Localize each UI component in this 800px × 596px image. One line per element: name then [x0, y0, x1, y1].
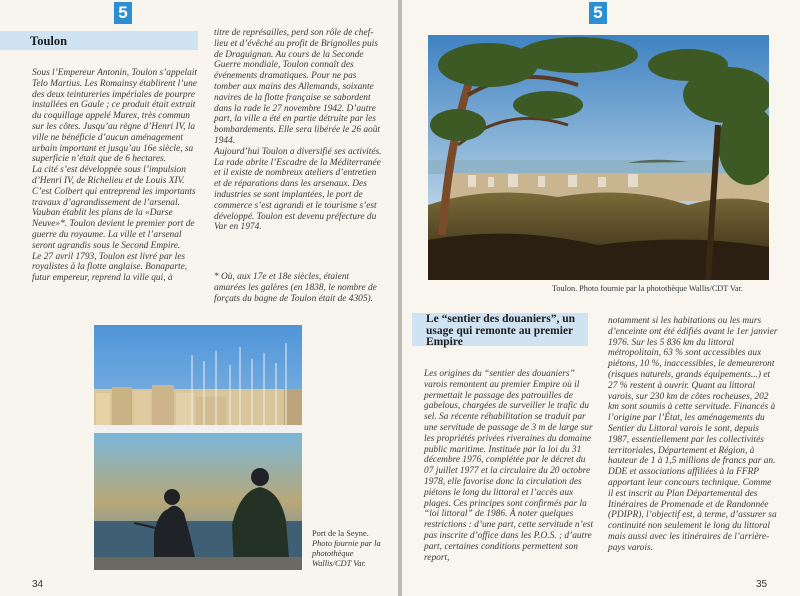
paragraph: Les origines du “sentier des douaniers” varois remontent au premier Empire où il permettait le passage des patrouilles de gabelous, chargées de surveiller le trafic du sel. Sa récente réhabilitation se traduit par une servitude de passage de 3 m de large sur les propriétés privées riveraines du domaine public maritime. Instituée par la loi du 31 décembre 1976, complétée par le décret du 07 juillet 1977 et la circulaire du 20 octobre 1978, elle favorise donc la circulation des piétons le long du littoral et l’accès aux plages. Ces principes sont confirmés par la “loi littoral” de 1986. À noter quelques restrictions : d’une part, cette servitude n’est pas inscrite d’office dans les P.O.S. ; d’autre part, certaines conditions permettent son report, [424, 369, 594, 563]
text-column-2 [608, 316, 778, 554]
paragraph: Aujourd’hui Toulon a diversifié ses activités. La rade abrite l’Escadre de la Méditerranée et il existe de nombreux ateliers d’entretien et de réparations dans les arsenaux. Des industries se sont implantées, le port de commerce s’est agrandi et le tourisme s’est développé. Toulon est devenu préfecture du Var en 1974. [214, 146, 382, 233]
page-number: 35 [756, 579, 768, 590]
text-column-2 [214, 28, 382, 233]
photo-caption [312, 529, 394, 569]
caption-title: Port de la Seyne. [312, 529, 369, 538]
footnote: * Où, aux 17e et 18e siècles, étaient amarées les galères (en 1838, le nombre de forçats du bagne de Toulon était de 4305). [214, 272, 377, 304]
chapter-badge: 5 [589, 2, 607, 24]
paragraph: La cité s’est développée sous l’impulsion d’Henri IV, de Richelieu et de Louis XIV. C’est Colbert qui entreprend les importants travaux d’agrandissement de l’arsenal. Vauban établit les plans de la «Darse Neuve»*. Toulon devient le premier port de guerre du royaume. La ville et l’arsenal seront agrandis sous le Second Empire. [32, 165, 196, 251]
paragraph: titre de représailles, perd son rôle de chef-lieu et d’évêché au profit de Brignolles puis de Draguignan. Au cours de la Seconde Guerre mondiale, Toulon connaît des événements dramatiques. Pour ne pas tomber aux mains des Allemands, soixante navires de la flotte française se sabordent dans la rade le 27 novembre 1942. D’autre part, la ville a été en partie détruite par les bombardements. Elle sera libérée le 26 août 1944. [214, 28, 381, 146]
text-column-1 [32, 68, 200, 284]
text-column-1 [424, 369, 594, 563]
left-page [0, 0, 398, 596]
photo-caption: Toulon. Photo fournie par la photothèque Wallis/CDT Var. [552, 284, 743, 293]
toulon-photo [428, 35, 769, 280]
paragraph: notamment si les habitations ou les murs d’enceinte ont été édifiés avant le 1er janvier 1976. Sur les 5 836 km du littoral métropolitain, 63 % sont accessibles aux piétons, 10 %, inaccessibles, le demeureront (risques naturels, grands équipements...) et 27 % restent à ouvrir. Quant au littoral varois, sur 230 km de côtes rocheuses, 202 km sont soumis à cette servitude. Financés à l’origine par l’État, les aménagements du Sentier du Littoral varois le sont, depuis 1987, essentiellement par les collectivités territoriales, Département et Région, à hauteur de 1 à 1,5 millions de francs par an. DDE et associations affiliées à la FFRP apportant leur concours technique. Comme il est inscrit au Plan Départemental des Itinéraires de Promenade et de Randonnée (PDIPR), l’objectif est, à terme, d’assurer sa continuité non seulement le long du littoral mais aussi avec les itinéraires de l’arrière-pays varois. [608, 316, 778, 553]
right-page [402, 0, 800, 596]
section-title: Le “sentier des douaniers”, un usage qui remonte au premier Empire [426, 313, 575, 348]
paragraph: Le 27 avril 1793, Toulon est livré par les royalistes à la flotte anglaise. Bonaparte, futur empereur, reprend la ville qui, à [32, 251, 188, 284]
port-photo [94, 325, 302, 570]
page-number: 34 [32, 579, 44, 590]
caption-credit: Photo fournie par la photothèque Wallis/CDT Var. [312, 539, 381, 568]
section-title: Toulon [30, 34, 68, 48]
chapter-badge: 5 [114, 2, 132, 24]
paragraph: Sous l’Empereur Antonin, Toulon s’appelait Telo Martius. Les Romainsy établirent l’une des deux teintureries impériales de pourpre installées en Gaule ; ce produit était extrait du coquillage appelé Murex, très commun sur les côtes. Jusqu’au règne d’Henri IV, la ville ne bénéficie d’aucun aménagement urbain important et jusqu’au 16e siècle, sa superficie n’était que de 6 hectares. [32, 68, 198, 165]
